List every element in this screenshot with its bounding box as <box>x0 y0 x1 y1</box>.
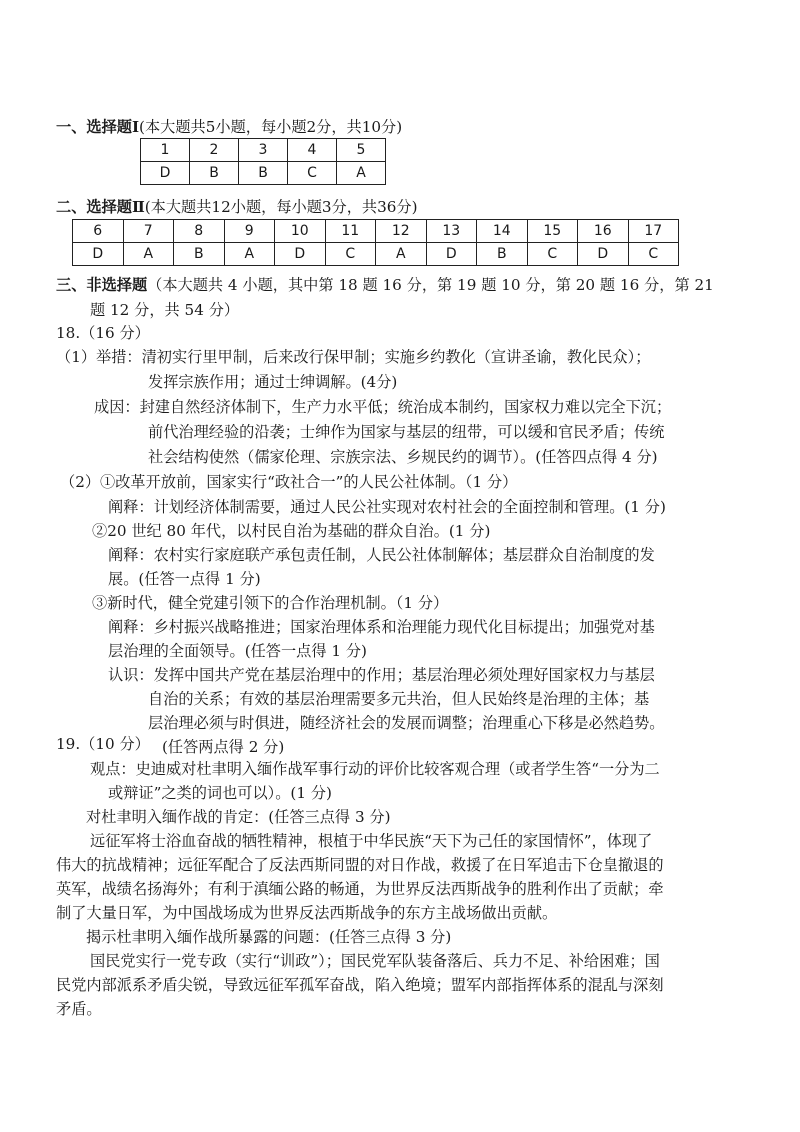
section1-answer-table <box>140 138 386 185</box>
answer-cell: D <box>275 243 326 266</box>
q18-title: 18.（16 分） <box>56 324 150 342</box>
answer-cell: D <box>578 243 629 266</box>
question-number-cell: 16 <box>578 220 629 243</box>
answer-cell: C <box>527 243 578 266</box>
table-row-answers <box>73 243 679 266</box>
answer-text-line: ②20 世纪 80 年代，以村民自治为基础的群众自治。(1 分) <box>92 522 491 540</box>
answer-text-line: 社会结构使然（儒家伦理、宗族宗法、乡规民约的调节）。(任答四点得 4 分) <box>148 448 658 466</box>
section1-heading <box>56 116 402 137</box>
answer-cell: C <box>325 243 376 266</box>
section3-heading-note-line2: 题 12 分，共 54 分） <box>90 301 240 319</box>
answer-text-line: 观点：史迪威对杜聿明入缅作战军事行动的评价比较客观合理（或者学生答“一分为二 <box>90 760 660 778</box>
table-row-question-numbers <box>73 220 679 243</box>
section2-heading-bold: 二、选择题Ⅱ <box>56 198 145 216</box>
answer-text-line: ③新时代，健全党建引领下的合作治理机制。（1 分） <box>92 594 449 612</box>
answer-text-line: 成因：封建自然经济体制下，生产力水平低；统治成本制约，国家权力难以完全下沉； <box>94 398 672 416</box>
answer-cell: A <box>123 243 174 266</box>
answer-text-line: （2）①改革开放前，国家实行“政社合一”的人民公社体制。（1 分） <box>60 473 518 491</box>
section2-answer-table <box>72 219 679 266</box>
answer-text-line: (任答两点得 2 分) <box>162 738 285 756</box>
question-number-cell: 2 <box>190 139 239 162</box>
answer-cell: D <box>141 162 190 185</box>
question-number-cell: 1 <box>141 139 190 162</box>
question-number-cell: 8 <box>174 220 225 243</box>
answer-cell: D <box>426 243 477 266</box>
answer-cell: A <box>224 243 275 266</box>
answer-text-line: （1）举措：清初实行里甲制，后来改行保甲制；实施乡约教化（宣讲圣谕，教化民众）； <box>56 348 651 366</box>
answer-cell: B <box>239 162 288 185</box>
table-row-question-numbers <box>141 139 386 162</box>
answer-cell: C <box>288 162 337 185</box>
section1-heading-note: (本大题共5小题，每小题2分，共10分) <box>139 118 403 136</box>
question-number-cell: 12 <box>376 220 427 243</box>
answer-text-line: 前代治理经验的沿袭；士绅作为国家与基层的纽带，可以缓和官民矛盾；传统 <box>148 423 665 441</box>
answer-cell: B <box>190 162 239 185</box>
answer-text-line: 层治理必须与时俱进，随经济社会的发展而调整；治理重心下移是必然趋势。 <box>148 714 665 732</box>
answer-text-line: 阐释：乡村振兴战略推进；国家治理体系和治理能力现代化目标提出；加强党对基 <box>108 618 655 636</box>
answer-text-line: 对杜聿明入缅作战的肯定：(任答三点得 3 分) <box>86 808 391 826</box>
question-number-cell: 13 <box>426 220 477 243</box>
question-number-cell: 11 <box>325 220 376 243</box>
answer-text-line: 国民党实行一党专政（实行“训政”）；国民党军队装备落后、兵力不足、补给困难；国 <box>90 952 660 970</box>
question-number-cell: 4 <box>288 139 337 162</box>
question-number-cell: 5 <box>337 139 386 162</box>
section1-heading-bold: 一、选择题Ⅰ <box>56 118 140 136</box>
table-row-answers <box>141 162 386 185</box>
question-number-cell: 17 <box>628 220 679 243</box>
section2-heading-note: (本大题共12小题，每小题3分，共36分) <box>144 198 418 216</box>
answer-cell: B <box>477 243 528 266</box>
answer-text-line: 发挥宗族作用；通过士绅调解。(4分) <box>148 373 398 391</box>
section2-heading <box>56 196 418 217</box>
answer-text-line: 伟大的抗战精神；远征军配合了反法西斯同盟的对日作战，救援了在日军追击下仓皇撤退的 <box>56 856 664 874</box>
section3-heading <box>56 274 714 295</box>
answer-text-line: 阐释：农村实行家庭联产承包责任制，人民公社体制解体；基层群众自治制度的发 <box>108 546 655 564</box>
answer-text-line: 认识：发挥中国共产党在基层治理中的作用；基层治理必须处理好国家权力与基层 <box>108 666 655 684</box>
answer-text-line: 揭示杜聿明入缅作战所暴露的问题：(任答三点得 3 分) <box>86 928 452 946</box>
answer-text-line: 阐释：计划经济体制需要，通过人民公社实现对农村社会的全面控制和管理。(1 分) <box>108 498 666 516</box>
answer-text-line: 层治理的全面领导。(任答一点得 1 分) <box>108 642 367 660</box>
q19-title: 19.（10 分） <box>56 735 150 753</box>
answer-text-line: 制了大量日军，为中国战场成为世界反法西斯战争的东方主战场做出贡献。 <box>56 904 558 922</box>
answer-text-line: 民党内部派系矛盾尖锐，导致远征军孤军奋战，陷入绝境；盟军内部指挥体系的混乱与深刻 <box>56 976 664 994</box>
answer-text-line: 矛盾。 <box>56 1000 102 1018</box>
answer-cell: A <box>376 243 427 266</box>
question-number-cell: 14 <box>477 220 528 243</box>
question-number-cell: 6 <box>73 220 124 243</box>
answer-cell: C <box>628 243 679 266</box>
question-number-cell: 7 <box>123 220 174 243</box>
answer-cell: A <box>337 162 386 185</box>
question-number-cell: 3 <box>239 139 288 162</box>
section3-heading-note-line1: （本大题共 4 小题，其中第 18 题 16 分，第 19 题 10 分，第 20 题 16 分，第 21 <box>147 276 714 294</box>
answer-text-line: 展。(任答一点得 1 分) <box>108 570 261 588</box>
section3-heading-bold: 三、非选择题 <box>56 276 148 294</box>
answer-text-line: 远征军将士浴血奋战的牺牲精神，根植于中华民族“天下为己任的家国情怀”，体现了 <box>90 832 653 850</box>
answer-cell: D <box>73 243 124 266</box>
answer-text-line: 自治的关系；有效的基层治理需要多元共治，但人民始终是治理的主体；基 <box>148 690 650 708</box>
question-number-cell: 10 <box>275 220 326 243</box>
answer-text-line: 英军，战绩名扬海外；有利于滇缅公路的畅通，为世界反法西斯战争的胜利作出了贡献；牵 <box>56 880 664 898</box>
question-number-cell: 9 <box>224 220 275 243</box>
question-number-cell: 15 <box>527 220 578 243</box>
answer-cell: B <box>174 243 225 266</box>
answer-text-line: 或辩证”之类的词也可以）。(1 分) <box>108 784 332 802</box>
